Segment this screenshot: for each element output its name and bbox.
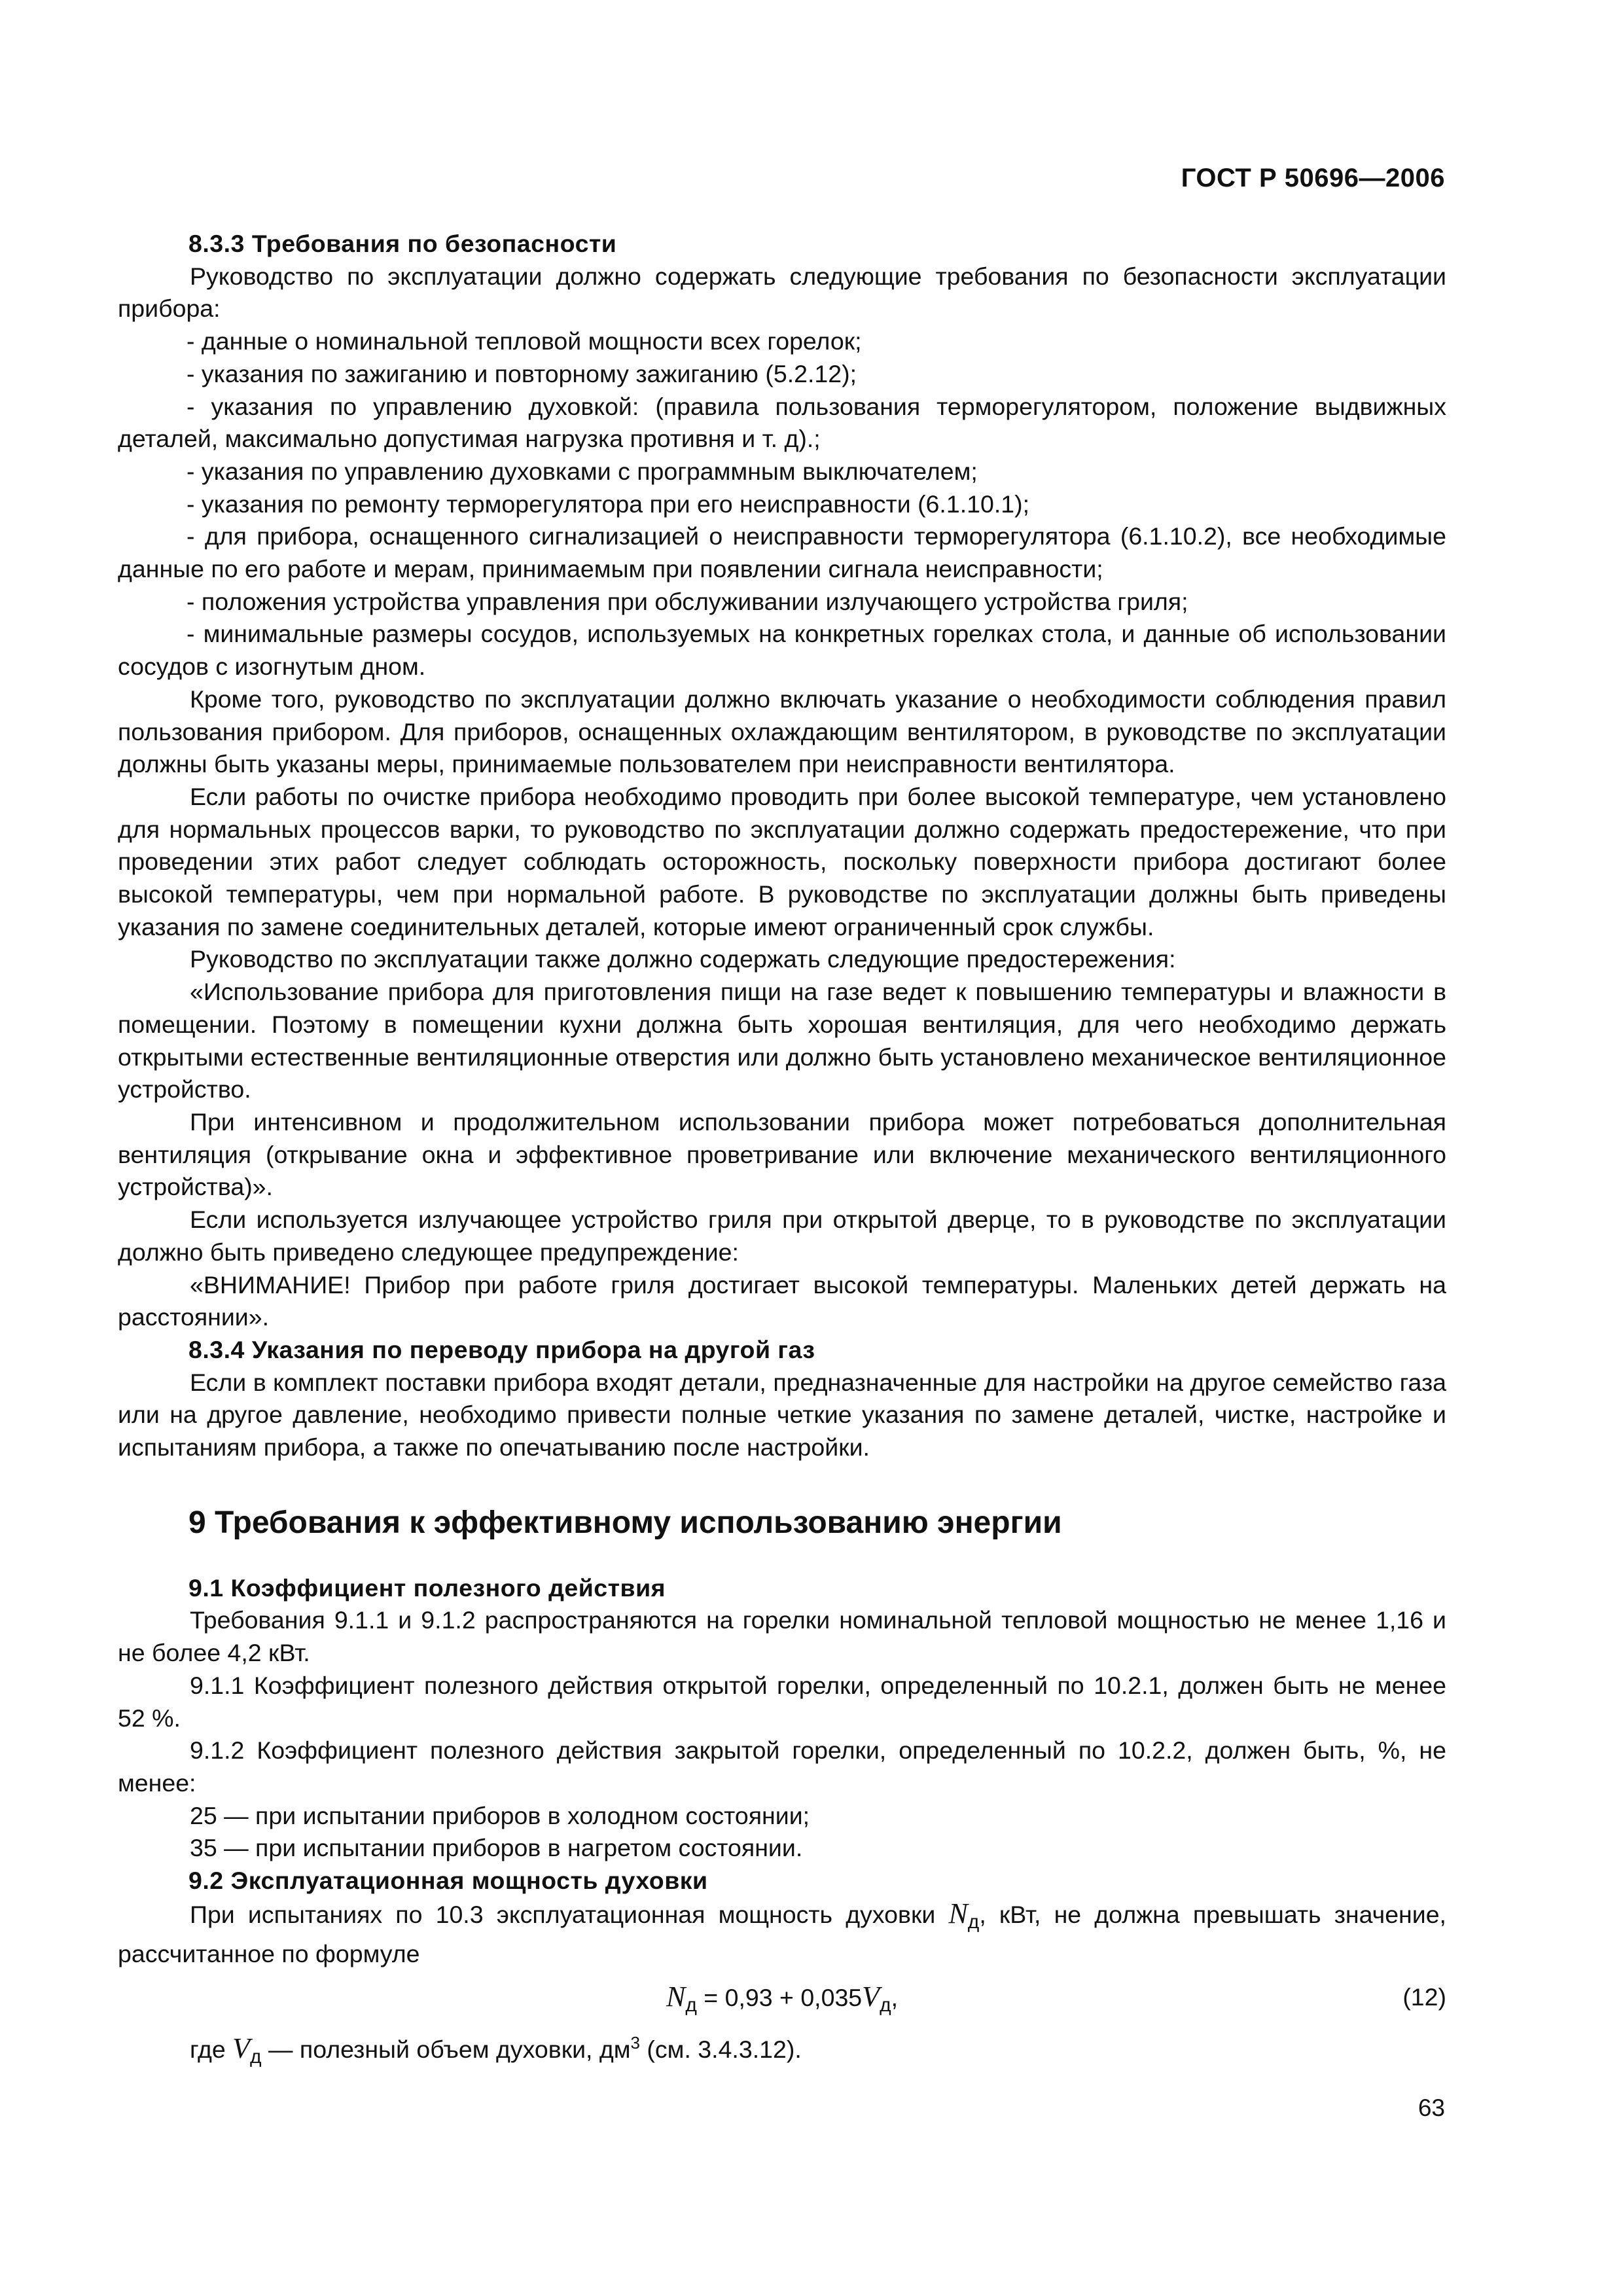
list-item: - положения устройства управления при обслуживании излучающего устройства гриля; <box>187 587 1188 615</box>
section-heading-8-3-3: 8.3.3 Требования по безопасности <box>188 230 617 257</box>
variable-n: N <box>666 1981 686 2013</box>
paragraph: Кроме того, руководство по эксплуатации должно включать указание о необходимости соблюдения правил пользования прибором. Для приборов, оснащенных охлаждающим вентилятором, в руководстве по эксплуатации должны быть указаны меры, принимаемые пользователем при неисправности вентилятора. <box>118 685 1446 778</box>
list-item: - указания по зажиганию и повторному зажиганию (5.2.12); <box>187 359 857 387</box>
section-heading-8-3-4: 8.3.4 Указания по переводу прибора на другой газ <box>188 1335 815 1363</box>
superscript: 3 <box>630 2033 641 2053</box>
paragraph: 9.1.2 Коэффициент полезного действия закрытой горелки, определенный по 10.2.2, должен быть, %, не менее: <box>118 1736 1446 1797</box>
text-run: где <box>190 2036 233 2064</box>
subscript: д <box>685 1994 697 2017</box>
text-run: , кВт, не должна превышать значение, рассчитанное по формуле <box>118 1900 1446 1968</box>
paragraph: Руководство по эксплуатации также должно содержать следующие предостережения: <box>190 945 1176 973</box>
paragraph-oven-power <box>118 1897 1446 1971</box>
paragraph: Если в комплект поставки прибора входят детали, предназначенные для настройки на другое семейство газа или на другое давление, необходимо привести полные четкие указания по замене деталей, чистке, настройке и испытаниям прибора, а также по опечатыванию после настройки. <box>118 1368 1446 1462</box>
paragraph: Руководство по эксплуатации должно содержать следующие требования по безопасности эксплуатации прибора: <box>118 262 1446 323</box>
section-heading-9-2: 9.2 Эксплуатационная мощность духовки <box>188 1867 708 1895</box>
subscript: д <box>967 1910 980 1933</box>
paragraph: «ВНИМАНИЕ! Прибор при работе гриля достигает высокой температуры. Маленьких детей держать на расстоянии». <box>118 1270 1446 1331</box>
list-item: - указания по управлению духовками с программным выключателем; <box>187 457 978 485</box>
formula-text: = 0,93 + 0,035 <box>696 1984 863 2012</box>
section-heading-9-1: 9.1 Коэффициент полезного действия <box>188 1573 666 1602</box>
list-item: - минимальные размеры сосудов, используемых на конкретных горелках стола, и данные об использовании сосудов с изогнутым дном. <box>118 620 1446 681</box>
paragraph: Требования 9.1.1 и 9.1.2 распространяются на горелки номинальной тепловой мощностью не менее 1,16 и не более 4,2 кВт. <box>118 1606 1446 1667</box>
page-number: 63 <box>1418 2094 1445 2121</box>
formula-expression <box>118 1971 1446 2032</box>
list-item: - указания по ремонту терморегулятора при его неисправности (6.1.10.1); <box>187 490 1030 518</box>
text-run: При испытаниях по 10.3 эксплуатационная мощность духовки <box>190 1900 949 1928</box>
paragraph: Если работы по очистке прибора необходимо проводить при более высокой температуре, чем установлено для нормальных процессов варки, то руководство по эксплуатации должно содержать предостережение, что при проведении этих работ следует соблюдать осторожность, поскольку поверхности прибора достигают более высокой температуры, чем при нормальной работе. В руководстве по эксплуатации должны быть приведены указания по замене соединительных деталей, которые имеют ограниченный срок службы. <box>118 782 1446 941</box>
list-item: - для прибора, оснащенного сигнализацией о неисправности терморегулятора (6.1.10.2), все необходимые данные по его работе и мерам, принимаемым при появлении сигнала неисправности; <box>118 522 1446 583</box>
variable-v: V <box>232 2032 251 2065</box>
list-item: - данные о номинальной тепловой мощности всех горелок; <box>187 327 862 355</box>
formula-number: (12) <box>1402 1983 1446 2011</box>
section-heading-9: 9 Требования к эффективному использованию энергии <box>188 1505 1062 1540</box>
text-run: (см. 3.4.3.12). <box>640 2036 802 2064</box>
variable-n: N <box>948 1897 968 1929</box>
variable-v: V <box>862 1981 880 2013</box>
formula-text: , <box>891 1984 898 2012</box>
list-item: - указания по управлению духовкой: (правила пользования терморегулятором, положение выдвижных деталей, максимально допустимая нагрузка противня и т. д).; <box>118 392 1446 453</box>
subscript: д <box>250 2046 262 2068</box>
paragraph: При интенсивном и продолжительном использовании прибора может потребоваться дополнительная вентиляция (открывание окна и эффективное проветривание или включение механического вентиляционного устройства)». <box>118 1107 1446 1201</box>
paragraph: 25 — при испытании приборов в холодном состоянии; <box>190 1801 810 1829</box>
subscript: д <box>880 1994 891 2017</box>
paragraph: 9.1.1 Коэффициент полезного действия открытой горелки, определенный по 10.2.1, должен быть не менее 52 %. <box>118 1671 1446 1732</box>
paragraph: Если используется излучающее устройство гриля при открытой дверце, то в руководстве по эксплуатации должно быть приведено следующее предупреждение: <box>118 1206 1446 1266</box>
paragraph: 35 — при испытании приборов в нагретом состоянии. <box>190 1834 803 1862</box>
paragraph: «Использование прибора для приготовления пищи на газе ведет к повышению температуры и влажности в помещении. Поэтому в помещении кухни должна быть хорошая вентиляция, для чего необходимо держать открытыми естественные вентиляционные отверстия или должно быть установлено механическое вентиляционное устройство. <box>118 978 1446 1103</box>
standard-code-header: ГОСТ Р 50696—2006 <box>1181 164 1445 192</box>
document-body <box>118 228 1446 2077</box>
formula-12 <box>118 1971 1446 2023</box>
text-run: — полезный объем духовки, дм <box>261 2036 631 2064</box>
